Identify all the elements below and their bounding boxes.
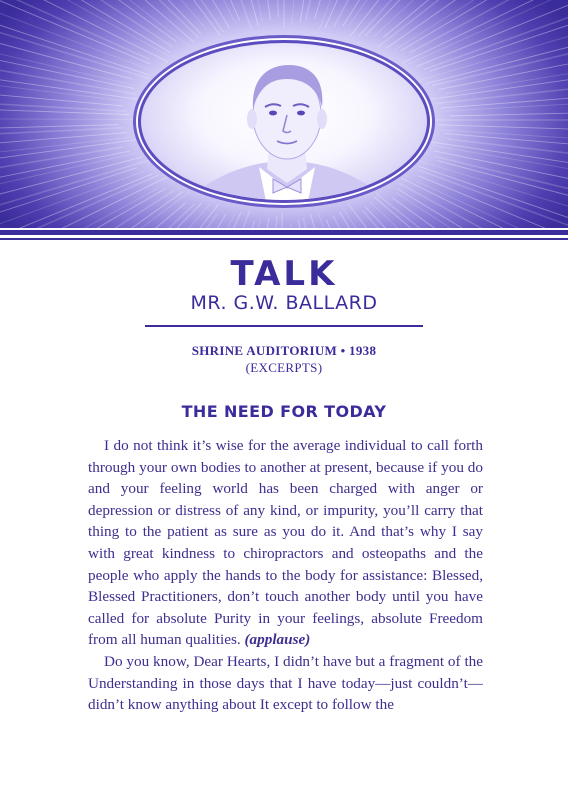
sunburst-ray — [374, 0, 517, 37]
title-divider — [145, 325, 423, 327]
header-rule-thick — [0, 230, 568, 235]
sunburst-ray — [383, 0, 535, 37]
sunburst-ray — [159, 0, 236, 24]
paragraph — [88, 651, 483, 716]
sunburst-ray — [450, 110, 568, 116]
sunburst-ray — [193, 0, 252, 29]
sunburst-ray — [119, 0, 224, 32]
sunburst-ray — [0, 153, 135, 208]
paragraph — [88, 435, 483, 651]
paragraph-text: Do you know, Dear Hearts, I didn’t have but a fragment of the Understanding in those days that I have today—just couldn’t—didn’t know anything about It except to follow the — [88, 652, 483, 714]
header-banner — [0, 0, 568, 228]
portrait-frame — [138, 40, 430, 203]
sunburst-ray — [0, 70, 121, 100]
sunburst-ray — [154, 213, 235, 228]
sunburst-ray — [0, 29, 132, 85]
sunburst-ray — [430, 142, 568, 181]
sunburst-ray — [300, 0, 327, 23]
page-title: TALK — [230, 254, 338, 294]
header-rule-thin — [0, 238, 568, 240]
speaker-name: MR. G.W. BALLARD — [190, 292, 378, 314]
sunburst-ray — [0, 118, 134, 119]
sunburst-ray — [209, 221, 254, 228]
sunburst-ray — [0, 160, 149, 228]
article-body — [88, 435, 483, 716]
sunburst-ray — [0, 49, 136, 94]
sunburst-ray — [0, 171, 144, 228]
sunburst-ray — [340, 212, 432, 228]
sunburst-ray — [0, 188, 159, 228]
sunburst-ray — [299, 220, 322, 228]
sunburst-ray — [69, 0, 201, 34]
sunburst-ray — [279, 213, 282, 228]
sunburst-ray — [265, 215, 277, 228]
section-heading: THE NEED FOR TODAY — [181, 402, 387, 421]
sunburst-ray — [106, 0, 220, 36]
sunburst-ray — [11, 0, 176, 42]
sunburst-ray — [303, 217, 335, 228]
sunburst-ray — [445, 97, 568, 111]
sunburst-ray — [35, 203, 186, 228]
sunburst-ray — [0, 133, 127, 154]
portrait-image — [141, 43, 430, 203]
sunburst-ray — [315, 0, 362, 19]
sunburst-ray — [244, 218, 269, 228]
sunburst-ray — [343, 208, 445, 228]
paragraph-text: I do not think it’s wise for the average individual to call forth through your own bodies to another at present, because if you do and your feeling world has been charged with anger or depression or distress of any kind, or impurity, you’ll carry that thing to the patient as sure as you do it. And that’s why I say with great kindness to chiropractors and osteopaths and the people who apply the hands to the body for assistance: Blessed, Blessed Practitioners, don’t touch another body until you have called for absolute Purity in your feelings, absolute Freedom from all human qualities. — [88, 437, 483, 649]
sunburst-ray — [0, 151, 130, 200]
sunburst-ray — [438, 125, 568, 133]
sunburst-ray — [0, 0, 150, 64]
venue-line: SHRINE AUDITORIUM • 1938 — [191, 343, 377, 358]
sunburst-ray — [172, 0, 240, 21]
sunburst-ray — [0, 147, 124, 188]
sunburst-ray — [306, 0, 341, 20]
sunburst-ray — [426, 21, 568, 84]
sunburst-ray — [270, 0, 278, 17]
sunburst-ray — [53, 204, 195, 228]
applause-aside: (applause) — [244, 631, 311, 649]
excerpts-note: (EXCERPTS) — [245, 360, 323, 375]
sunburst-ray — [87, 0, 206, 29]
sunburst-ray — [319, 0, 382, 30]
